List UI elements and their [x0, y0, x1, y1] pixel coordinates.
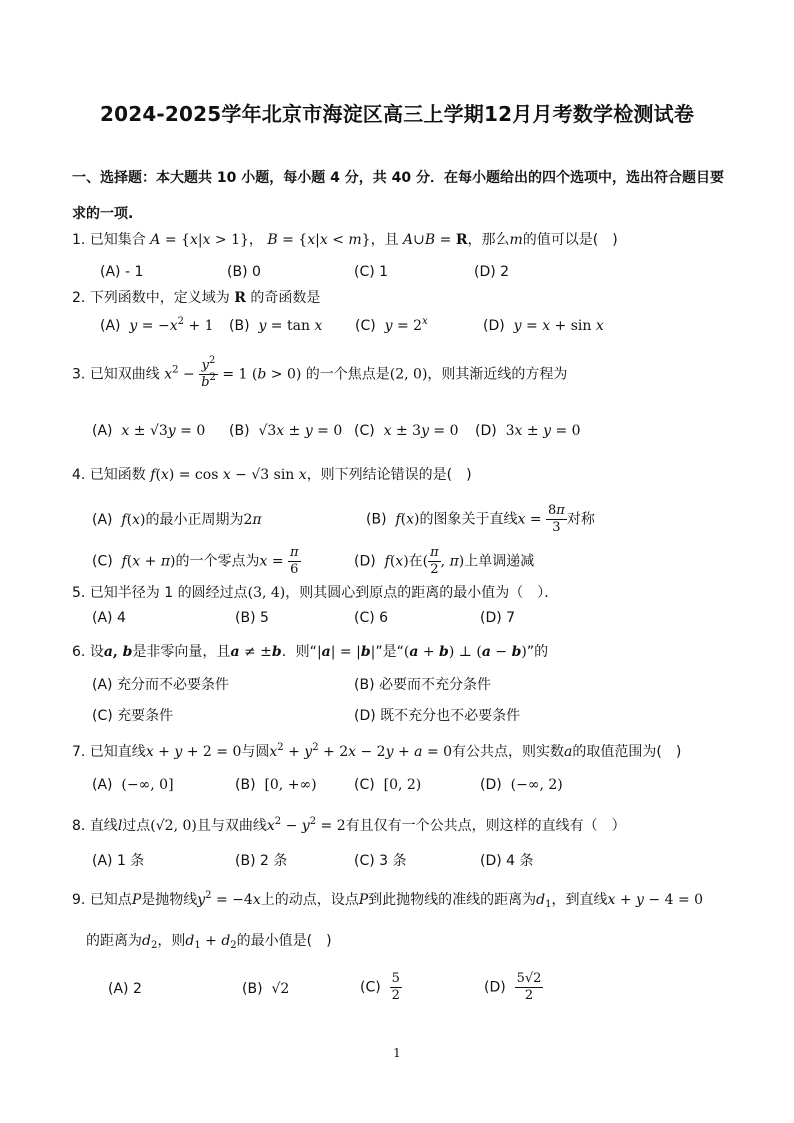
option-b[interactable]: (B) 5 [235, 610, 269, 626]
option-c[interactable]: (C) $\frac{5}{2}$ [360, 971, 400, 1003]
option-a[interactable]: (A) - 1 [100, 264, 144, 280]
question-2: 2. 下列函数中，定义域为 R 的奇函数是 [72, 290, 321, 306]
option-d[interactable]: (D) f(x)在( $\frac{\pi}{2}$ , π)上单调递减 [354, 545, 535, 577]
option-d[interactable]: (D) 既不充分也不必要条件 [354, 708, 521, 724]
question-5: 5. 已知半径为 1 的圆经过点(3, 4)，则其圆心到原点的距离的最小值为（ ）． [72, 585, 559, 601]
question-7: 7. 已知直线x + y + 2 = 0与圆$x^2 + y^2 + 2x - 2y + a = 0$有公共点，则实数a的取值范围为( ) [72, 742, 682, 760]
option-d[interactable]: (D) 4 条 [480, 853, 534, 869]
option-b[interactable]: (B) 0 [227, 264, 261, 280]
option-a[interactable]: (A) 1 条 [92, 853, 145, 869]
option-b[interactable]: (B) y = tan x [229, 318, 323, 334]
option-a[interactable]: (A) 4 [92, 610, 126, 626]
option-d[interactable]: (D) y = x + sin x [483, 318, 604, 334]
question-4: 4. 已知函数 f(x) = cos x − √3 sin x，则下列结论错误的是( ) [72, 467, 472, 483]
question-6: 6. 设a, b是非零向量，且a ≠ ±b．则“|a| = |b|”是“(a + b) ⊥ (a − b)”的 [72, 644, 549, 660]
option-b[interactable]: (B) √3x ± y = 0 [229, 423, 343, 439]
option-c[interactable]: (C) 充要条件 [92, 708, 174, 724]
option-d[interactable]: (D) 3x ± y = 0 [475, 423, 581, 439]
option-d[interactable]: (D) $\frac{5√2}{2}$ [484, 971, 542, 1003]
option-d[interactable]: (D) 2 [474, 264, 510, 280]
option-c[interactable]: (C) $y = 2^x$ [355, 316, 428, 334]
section-heading: 一、选择题：本大题共 10 小题，每小题 4 分，共 40 分．在每小题给出的四个选项中，选出符合题目要求的一项. [72, 170, 724, 222]
question-3: 3. 已知双曲线 $x^2$ − $\frac{y^2}{b^2}$ = 1 (b > 0) 的一个焦点是(2, 0)，则其渐近线的方程为 [72, 355, 568, 390]
option-a[interactable]: (A) $y = -x^2 + 1$ [100, 316, 214, 334]
question-8: 8. 直线l过点(√2, 0)且与双曲线$x^2 - y^2 = 2$有且仅有一个公共点，则这样的直线有（ ） [72, 816, 626, 834]
option-c[interactable]: (C) f(x + π)的一个零点为x = $\frac{\pi}{6}$ [92, 545, 299, 577]
option-b[interactable]: (B) f(x)的图象关于直线x = $\frac{8\pi}{3}$ 对称 [366, 503, 595, 535]
option-c[interactable]: (C) 6 [354, 610, 389, 626]
option-a[interactable]: (A) f(x)的最小正周期为2π [92, 512, 262, 528]
option-b[interactable]: (B) √2 [242, 981, 290, 997]
question-9: 9. 已知点P是抛物线$y^2 = -4x$上的动点，设点P到此抛物线的准线的距离为$d_1$，到直线x + y − 4 = 0 [72, 890, 704, 910]
question-1: 1. 已知集合 A = {x|x > 1}， B = {x|x < m}，且 A∪B = R，那么m的值可以是( ) [72, 232, 618, 248]
page-title: 2024-2025学年北京市海淀区高三上学期12月月考数学检测试卷 [99, 102, 695, 126]
option-c[interactable]: (C) [0, 2) [354, 777, 422, 793]
page-number: 1 [393, 1046, 401, 1060]
option-b[interactable]: (B) 必要而不充分条件 [354, 677, 491, 693]
option-d[interactable]: (D) 7 [480, 610, 516, 626]
option-b[interactable]: (B) [0, +∞) [235, 777, 317, 793]
option-a[interactable]: (A) (−∞, 0] [92, 777, 174, 793]
question-9-line2: 的距离为$d_2$，则$d_1 + d_2$的最小值是( ) [86, 933, 332, 951]
option-a[interactable]: (A) x ± √3y = 0 [92, 423, 206, 439]
option-b[interactable]: (B) 2 条 [235, 853, 288, 869]
option-a[interactable]: (A) 充分而不必要条件 [92, 677, 229, 693]
option-a[interactable]: (A) 2 [108, 981, 142, 997]
option-c[interactable]: (C) 3 条 [354, 853, 407, 869]
option-c[interactable]: (C) x ± 3y = 0 [354, 423, 459, 439]
option-c[interactable]: (C) 1 [354, 264, 389, 280]
option-d[interactable]: (D) (−∞, 2) [480, 777, 563, 793]
